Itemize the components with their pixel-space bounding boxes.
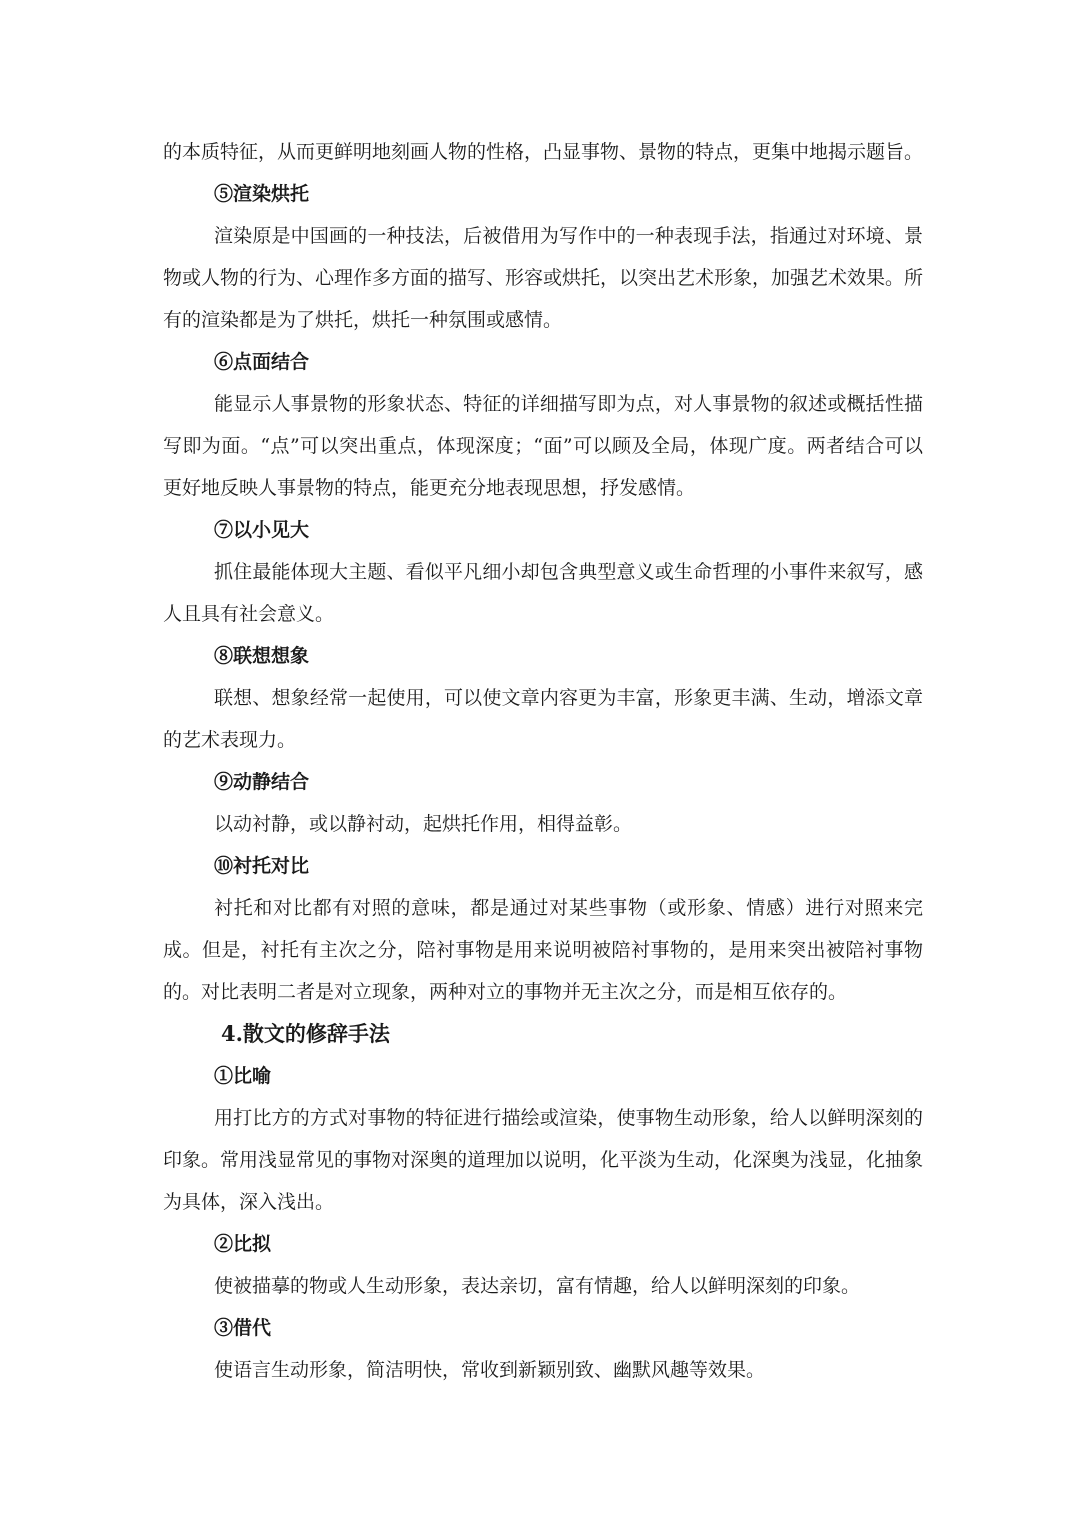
technique-text-10: 衬托和对比都有对照的意味，都是通过对某些事物（或形象、情感）进行对照来完成。但是，衬托有主次之分，陪衬事物是用来说明被陪衬事物的，是用来突出被陪衬事物的。对比表明二者是对立现象，两种对立的事物并无主次之分，而是相互依存的。	[163, 897, 923, 1003]
technique-text-7: 抓住最能体现大主题、看似平凡细小却包含典型意义或生命哲理的小事件来叙写，感人且具有社会意义。	[163, 561, 923, 625]
rhetoric-heading-2: ②比拟	[214, 1233, 272, 1255]
technique-text-6: 能显示人事景物的形象状态、特征的详细描写即为点，对人事景物的叙述或概括性描写即为面。“点”可以突出重点，体现深度；“面”可以顾及全局，体现广度。两者结合可以更好地反映人事景物的特点，能更充分地表现思想，抒发感情。	[163, 393, 923, 499]
lead-paragraph: 的本质特征，从而更鲜明地刻画人物的性格，凸显事物、景物的特点，更集中地揭示题旨。	[163, 141, 924, 163]
technique-heading-8: ⑧联想想象	[214, 645, 310, 667]
document-body	[163, 131, 923, 1391]
technique-heading-10: ⑩衬托对比	[214, 855, 310, 877]
technique-text-5: 渲染原是中国画的一种技法，后被借用为写作中的一种表现手法，指通过对环境、景物或人物的行为、心理作多方面的描写、形容或烘托，以突出艺术形象，加强艺术效果。所有的渲染都是为了烘托，烘托一种氛围或感情。	[163, 225, 924, 331]
rhetoric-text-3: 使语言生动形象，简洁明快，常收到新颖别致、幽默风趣等效果。	[214, 1359, 766, 1381]
technique-heading-5: ⑤渲染烘托	[214, 183, 310, 205]
technique-heading-6: ⑥点面结合	[214, 351, 310, 373]
rhetoric-heading-3: ③借代	[214, 1317, 272, 1339]
section-title: 4.散文的修辞手法	[221, 1021, 390, 1046]
rhetoric-text-2: 使被描摹的物或人生动形象，表达亲切，富有情趣，给人以鲜明深刻的印象。	[214, 1275, 861, 1297]
technique-text-9: 以动衬静，或以静衬动，起烘托作用，相得益彰。	[214, 813, 633, 835]
rhetoric-text-1: 用打比方的方式对事物的特征进行描绘或渲染，使事物生动形象，给人以鲜明深刻的印象。常用浅显常见的事物对深奥的道理加以说明，化平淡为生动，化深奥为浅显，化抽象为具体，深入浅出。	[163, 1107, 924, 1213]
technique-heading-9: ⑨动静结合	[214, 771, 310, 793]
technique-text-8: 联想、想象经常一起使用，可以使文章内容更为丰富，形象更丰满、生动，增添文章的艺术表现力。	[163, 687, 923, 751]
technique-heading-7: ⑦以小见大	[214, 519, 310, 541]
rhetoric-heading-1: ①比喻	[214, 1065, 272, 1087]
